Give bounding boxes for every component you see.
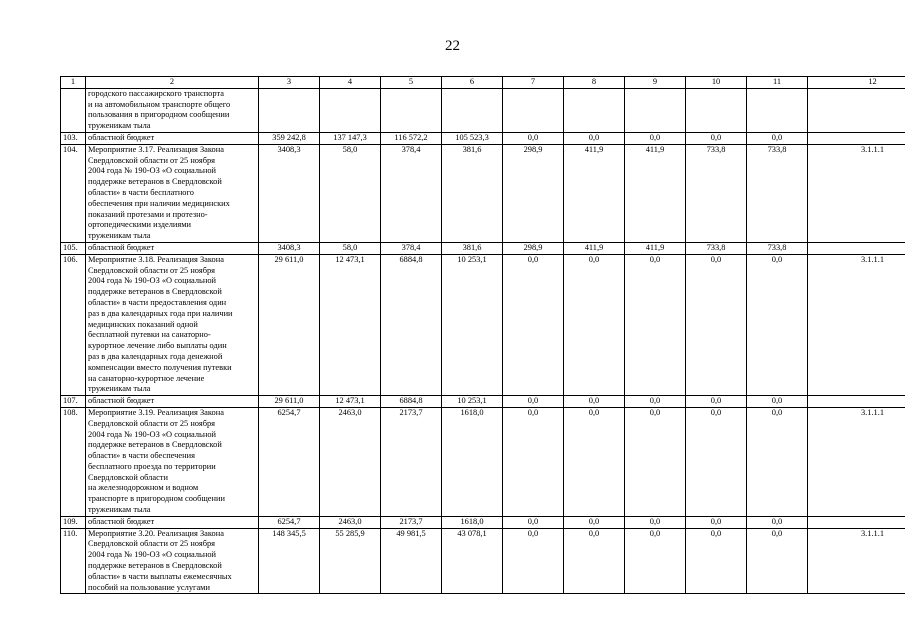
row-value: 43 078,1 [442, 528, 503, 594]
row-value: 0,0 [503, 254, 564, 395]
row-value [747, 88, 808, 132]
row-number [61, 88, 86, 132]
row-value: 6254,7 [259, 516, 320, 528]
row-value [564, 88, 625, 132]
row-value: 0,0 [686, 516, 747, 528]
row-value: 381,6 [442, 144, 503, 242]
row-value: 0,0 [564, 396, 625, 408]
column-header: 3 [259, 77, 320, 89]
column-header: 10 [686, 77, 747, 89]
row-value: 0,0 [625, 396, 686, 408]
row-value: 0,0 [503, 407, 564, 516]
row-description: Мероприятие 3.19. Реализация Закона Свердловской области от 25 ноября 2004 года № 190-ОЗ «О социальной поддержке ветеранов в Свердловской области» в части обеспечения бесплатного проезда по территории Свердловской области на железнодорожном и водном транспорте в пригородном сообщении труженикам тыла [86, 407, 259, 516]
row-code [808, 242, 905, 254]
row-value: 2463,0 [320, 516, 381, 528]
row-code: 3.1.1.1 [808, 407, 905, 516]
row-code: 3.1.1.1 [808, 254, 905, 395]
row-value: 0,0 [686, 254, 747, 395]
row-number: 110. [61, 528, 86, 594]
row-value: 49 981,5 [381, 528, 442, 594]
row-value [625, 88, 686, 132]
row-value: 0,0 [503, 396, 564, 408]
row-code: 3.1.1.1 [808, 528, 905, 594]
row-value: 6884,8 [381, 254, 442, 395]
row-description: областной бюджет [86, 396, 259, 408]
row-value: 0,0 [686, 407, 747, 516]
column-header: 4 [320, 77, 381, 89]
row-value: 733,8 [747, 242, 808, 254]
table-row [61, 254, 905, 395]
table-row [61, 144, 905, 242]
row-value: 55 285,9 [320, 528, 381, 594]
column-header: 8 [564, 77, 625, 89]
table-row [61, 516, 905, 528]
row-value: 3408,3 [259, 144, 320, 242]
row-description: областной бюджет [86, 242, 259, 254]
row-value: 0,0 [747, 132, 808, 144]
row-value: 1618,0 [442, 516, 503, 528]
row-value: 6254,7 [259, 407, 320, 516]
row-value: 0,0 [503, 528, 564, 594]
row-value: 12 473,1 [320, 396, 381, 408]
row-code [808, 132, 905, 144]
row-value: 411,9 [564, 242, 625, 254]
row-value: 0,0 [564, 516, 625, 528]
row-value: 378,4 [381, 242, 442, 254]
row-value: 298,9 [503, 242, 564, 254]
row-value: 105 523,3 [442, 132, 503, 144]
row-value [686, 88, 747, 132]
row-value: 2463,0 [320, 407, 381, 516]
row-value: 6884,8 [381, 396, 442, 408]
table-row [61, 88, 905, 132]
row-value: 378,4 [381, 144, 442, 242]
row-value: 298,9 [503, 144, 564, 242]
column-header: 11 [747, 77, 808, 89]
row-value: 12 473,1 [320, 254, 381, 395]
row-description: областной бюджет [86, 516, 259, 528]
column-header: 5 [381, 77, 442, 89]
row-value: 29 611,0 [259, 254, 320, 395]
row-value: 0,0 [747, 396, 808, 408]
column-header: 2 [86, 77, 259, 89]
row-value: 0,0 [747, 528, 808, 594]
row-description: областной бюджет [86, 132, 259, 144]
row-number: 108. [61, 407, 86, 516]
table-row [61, 132, 905, 144]
row-number: 109. [61, 516, 86, 528]
table-row [61, 528, 905, 594]
row-value: 359 242,8 [259, 132, 320, 144]
row-description: Мероприятие 3.20. Реализация Закона Свердловской области от 25 ноября 2004 года № 190-ОЗ «О социальной поддержке ветеранов в Свердловской области» в части выплаты ежемесячных пособий на пользование услугами [86, 528, 259, 594]
row-code [808, 396, 905, 408]
row-value: 2173,7 [381, 516, 442, 528]
row-number: 105. [61, 242, 86, 254]
row-description: городского пассажирского транспорта и на автомобильном транспорте общего пользования в пригородном сообщении труженикам тыла [86, 88, 259, 132]
column-header: 6 [442, 77, 503, 89]
row-value [320, 88, 381, 132]
row-value: 0,0 [686, 396, 747, 408]
row-value [381, 88, 442, 132]
row-value: 0,0 [625, 254, 686, 395]
row-value [259, 88, 320, 132]
row-number: 107. [61, 396, 86, 408]
row-value: 137 147,3 [320, 132, 381, 144]
row-code [808, 88, 905, 132]
row-value: 411,9 [564, 144, 625, 242]
column-header: 1 [61, 77, 86, 89]
row-value: 148 345,5 [259, 528, 320, 594]
row-value: 2173,7 [381, 407, 442, 516]
row-value: 58,0 [320, 242, 381, 254]
table-row [61, 407, 905, 516]
row-number: 106. [61, 254, 86, 395]
row-value: 0,0 [625, 516, 686, 528]
row-value: 0,0 [564, 407, 625, 516]
column-header: 9 [625, 77, 686, 89]
row-value: 0,0 [503, 132, 564, 144]
row-value: 10 253,1 [442, 396, 503, 408]
table-header-row [61, 77, 905, 89]
row-description: Мероприятие 3.18. Реализация Закона Свердловской области от 25 ноября 2004 года № 190-ОЗ «О социальной поддержке ветеранов в Свердловской области» в части предоставления один раз в два календарных года при наличии медицинских показаний одной бесплатной путевки на санаторно- курортное лечение либо выплаты один раз в два календарных года денежной компенсации вместо получения путевки на санаторно-курортное лечение труженикам тыла [86, 254, 259, 395]
row-value: 29 611,0 [259, 396, 320, 408]
row-value: 381,6 [442, 242, 503, 254]
row-value: 0,0 [747, 407, 808, 516]
row-value [442, 88, 503, 132]
table-row [61, 242, 905, 254]
column-header: 7 [503, 77, 564, 89]
row-value: 733,8 [747, 144, 808, 242]
row-code: 3.1.1.1 [808, 144, 905, 242]
row-value [503, 88, 564, 132]
row-value: 0,0 [564, 132, 625, 144]
row-value: 0,0 [747, 516, 808, 528]
row-value: 0,0 [564, 528, 625, 594]
budget-table [60, 76, 905, 594]
row-value: 116 572,2 [381, 132, 442, 144]
row-value: 411,9 [625, 144, 686, 242]
row-value: 733,8 [686, 242, 747, 254]
row-value: 0,0 [564, 254, 625, 395]
row-value: 0,0 [625, 132, 686, 144]
row-number: 104. [61, 144, 86, 242]
row-value: 10 253,1 [442, 254, 503, 395]
row-value: 0,0 [686, 132, 747, 144]
table-row [61, 396, 905, 408]
row-value: 58,0 [320, 144, 381, 242]
row-value: 0,0 [625, 528, 686, 594]
row-value: 3408,3 [259, 242, 320, 254]
row-value: 0,0 [686, 528, 747, 594]
column-header: 12 [808, 77, 905, 89]
row-description: Мероприятие 3.17. Реализация Закона Свердловской области от 25 ноября 2004 года № 190-ОЗ «О социальной поддержке ветеранов в Свердловской области» в части бесплатного обеспечения при наличии медицинских показаний протезами и протезно- ортопедическими изделиями труженикам тыла [86, 144, 259, 242]
row-value: 1618,0 [442, 407, 503, 516]
row-value: 0,0 [625, 407, 686, 516]
row-value: 0,0 [747, 254, 808, 395]
row-code [808, 516, 905, 528]
row-value: 411,9 [625, 242, 686, 254]
row-value: 0,0 [503, 516, 564, 528]
row-number: 103. [61, 132, 86, 144]
row-value: 733,8 [686, 144, 747, 242]
page-number: 22 [445, 38, 460, 54]
